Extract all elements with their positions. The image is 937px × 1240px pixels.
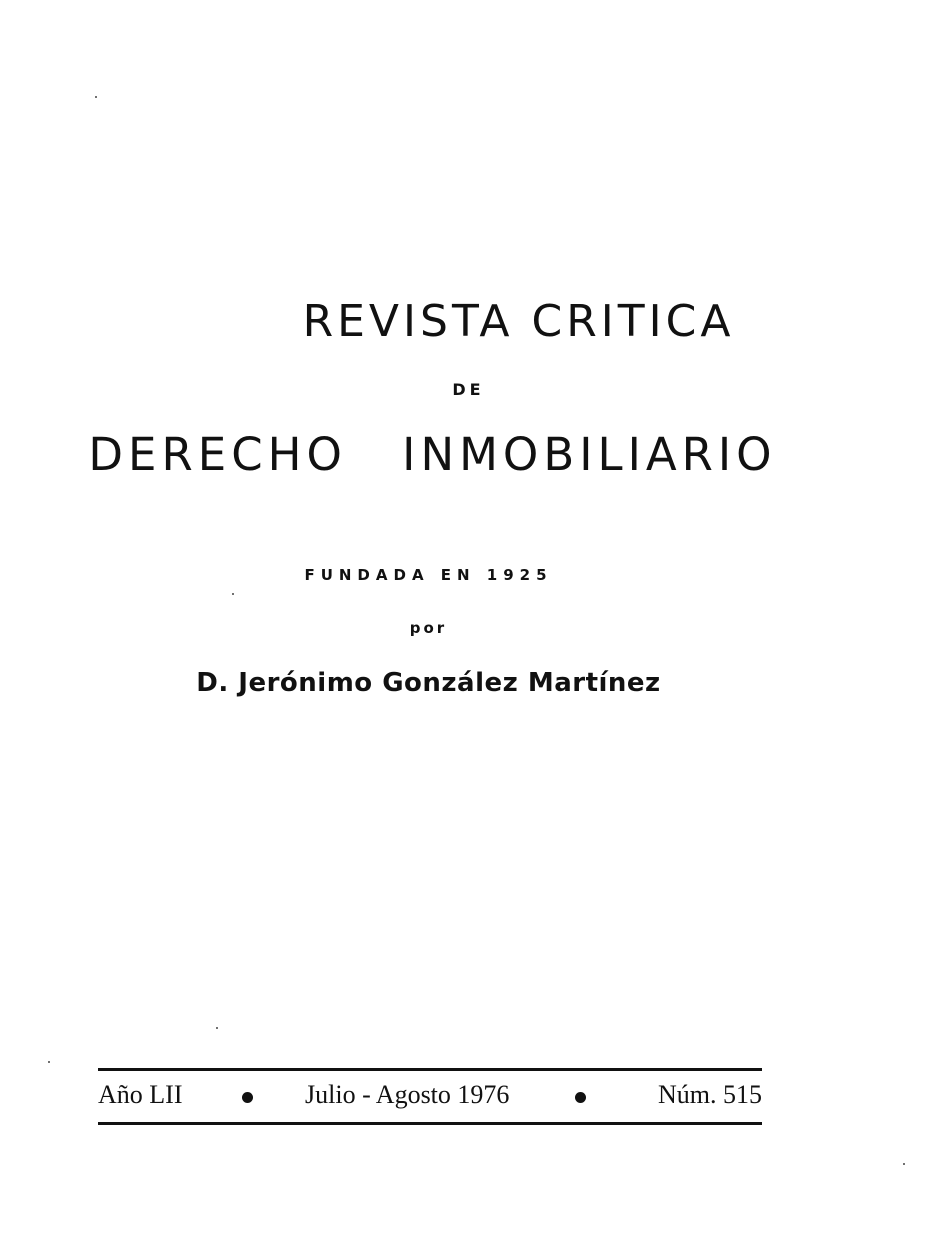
issue-info-bar xyxy=(98,1080,762,1116)
bullet-separator-icon xyxy=(242,1092,253,1103)
paper-speck xyxy=(232,593,234,595)
journal-title-line-1: REVISTA CRITICA xyxy=(302,296,735,347)
founder-name: D. Jerónimo González Martínez xyxy=(196,668,661,698)
issue-period: Julio - Agosto 1976 xyxy=(305,1080,510,1109)
by-text: por xyxy=(409,619,448,637)
paper-speck xyxy=(48,1061,50,1063)
journal-title-connector: DE xyxy=(452,380,485,399)
footer-bottom-rule xyxy=(98,1122,762,1125)
footer-top-rule xyxy=(98,1068,762,1071)
paper-speck xyxy=(95,96,97,98)
bullet-separator-icon xyxy=(575,1092,586,1103)
paper-speck xyxy=(216,1027,218,1029)
journal-title-line-2: DERECHO INMOBILIARIO xyxy=(88,428,777,481)
issue-year: Año LII xyxy=(98,1080,183,1109)
issue-number: Núm. 515 xyxy=(658,1080,762,1109)
founded-year-text: FUNDADA EN 1925 xyxy=(304,566,553,584)
paper-speck xyxy=(903,1163,905,1165)
